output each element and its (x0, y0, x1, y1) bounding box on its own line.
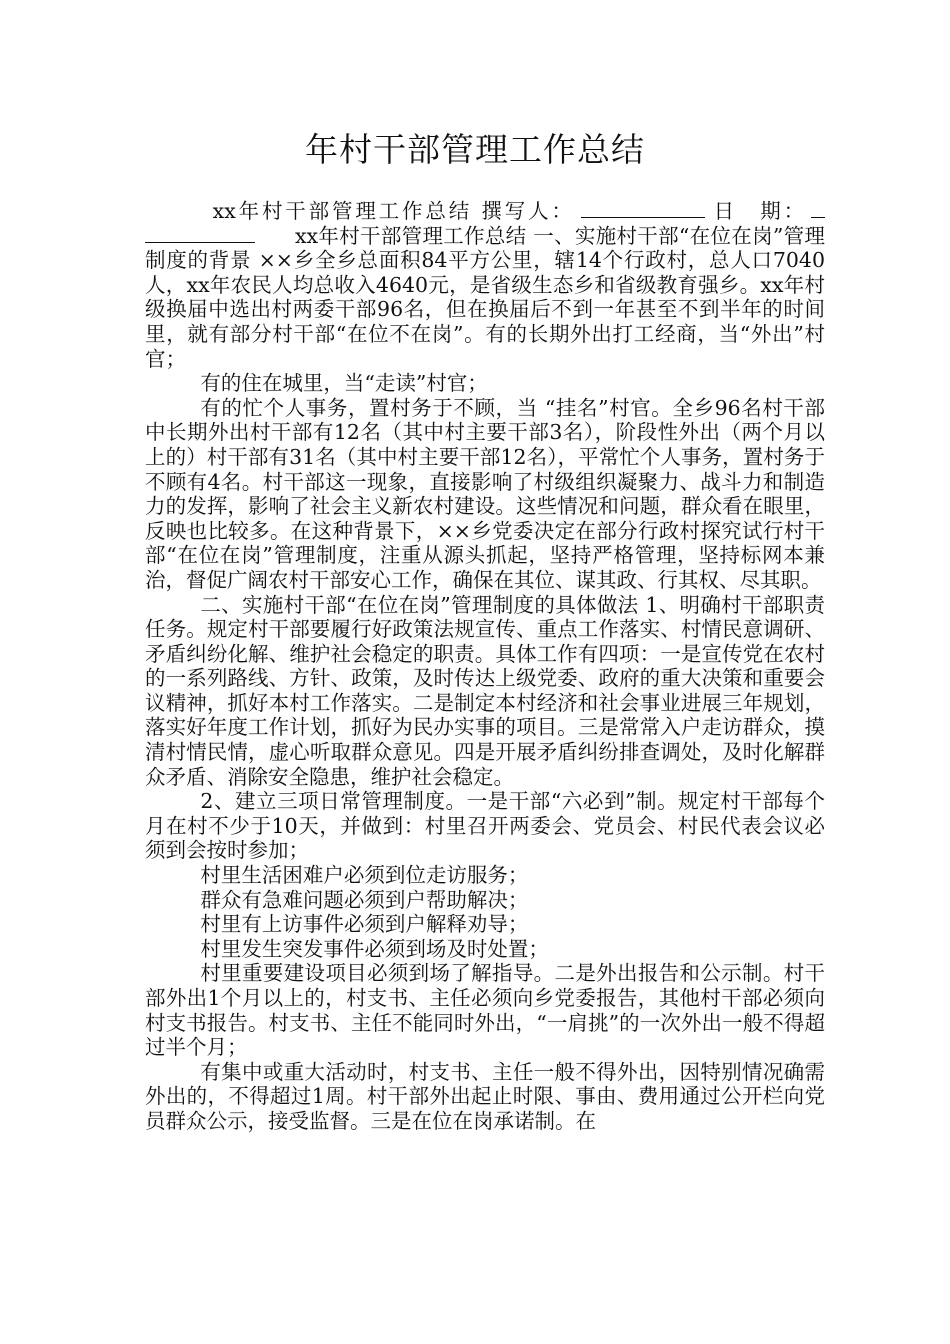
doc-name: xx年村干部管理工作总结 (212, 199, 473, 223)
author-label: 撰写人： (481, 199, 575, 223)
paragraph: 村里重要建设项目必须到场了解指导。二是外出报告和公示制。村干部外出1个月以上的，村支书、主任必须向乡党委报告，其他村干部必须向村支书报告。村支书、主任不能同时外出，“一肩挑”的一次外出一般不得超过半个月； (145, 961, 825, 1060)
paragraph: 有集中或重大活动时，村支书、主任一般不得外出，因特别情况确需外出的，不得超过1周。村干部外出起止时限、事由、费用通过公开栏向党员群众公示，接受监督。三是在位在岗承诺制。在 (145, 1059, 825, 1133)
paragraph: 有的忙个人事务，置村务于不顾，当 “挂名”村官。全乡96名村干部中长期外出村干部有12名（其中村主要干部3名），阶段性外出（两个月以上的）村干部有31名（其中村主要干部12名），平常忙个人事务，置村务于不顾有4名。村干部这一现象，直接影响了村级组织凝聚力、战斗力和制造力的发挥，影响了社会主义新农村建设。这些情况和问题，群众看在眼里，反映也比较多。在这种背景下，××乡党委决定在部分行政村探究试行村干部“在位在岗”管理制度，注重从源头抓起，坚持严格管理，坚持标网本兼治，督促广阔农村干部安心工作，确保在其位、谋其政、行其权、尽其职。 (145, 395, 825, 592)
intro-text: xx年村干部管理工作总结 一、实施村干部“在位在岗”管理制度的背景 ××乡全乡总面积84平方公里，辖14个行政村，总人口7040人，xx年农民人均总收入4640元，是省级生态乡和省级教育强乡。xx年村级换届中选出村两委干部96名，但在换届后不到一年甚至不到半年的时间里，就有部分村干部“在位不在岗”。有的长期外出打工经商，当“外出”村官； (145, 223, 825, 371)
paragraph: 二、实施村干部“在位在岗”管理制度的具体做法 1、明确村干部职责任务。规定村干部要履行好政策法规宣传、重点工作落实、村情民意调研、矛盾纠纷化解、维护社会稳定的职责。具体工作有四项：一是宣传党在农村的一系列路线、方针、政策，及时传达上级党委、政府的重大决策和重要会议精神，抓好本村工作落实。二是制定本村经济和社会事业进展三年规划，落实好年度工作计划，抓好为民办实事的项目。三是常常入户走访群众，摸清村情民情，虚心听取群众意见。四是开展矛盾纠纷排查调处，及时化解群众矛盾、消除安全隐患，维护社会稳定。 (145, 592, 825, 789)
date-blank-end (145, 224, 255, 243)
paragraph: 村里有上访事件必须到户解释劝导； (200, 912, 529, 937)
author-blank (581, 199, 705, 218)
date-blank-start (811, 199, 825, 218)
paragraph: 2、建立三项日常管理制度。一是干部“六必到”制。规定村干部每个月在村不少于10天，并做到：村里召开两委会、党员会、村民代表会议必须到会按时参加； (145, 789, 825, 863)
paragraph: 村里生活困难户必须到位走访服务； (200, 863, 529, 888)
document-title: 年村干部管理工作总结 (305, 130, 645, 169)
paragraph: 村里发生突发事件必须到场及时处置； (200, 936, 549, 961)
document-body (145, 199, 825, 1134)
header-paragraph (145, 199, 825, 371)
date-label: 日 期： (710, 199, 807, 223)
paragraph: 群众有急难问题必须到户帮助解决； (200, 887, 529, 912)
paragraph: 有的住在城里，当“走读”村官； (200, 371, 488, 396)
